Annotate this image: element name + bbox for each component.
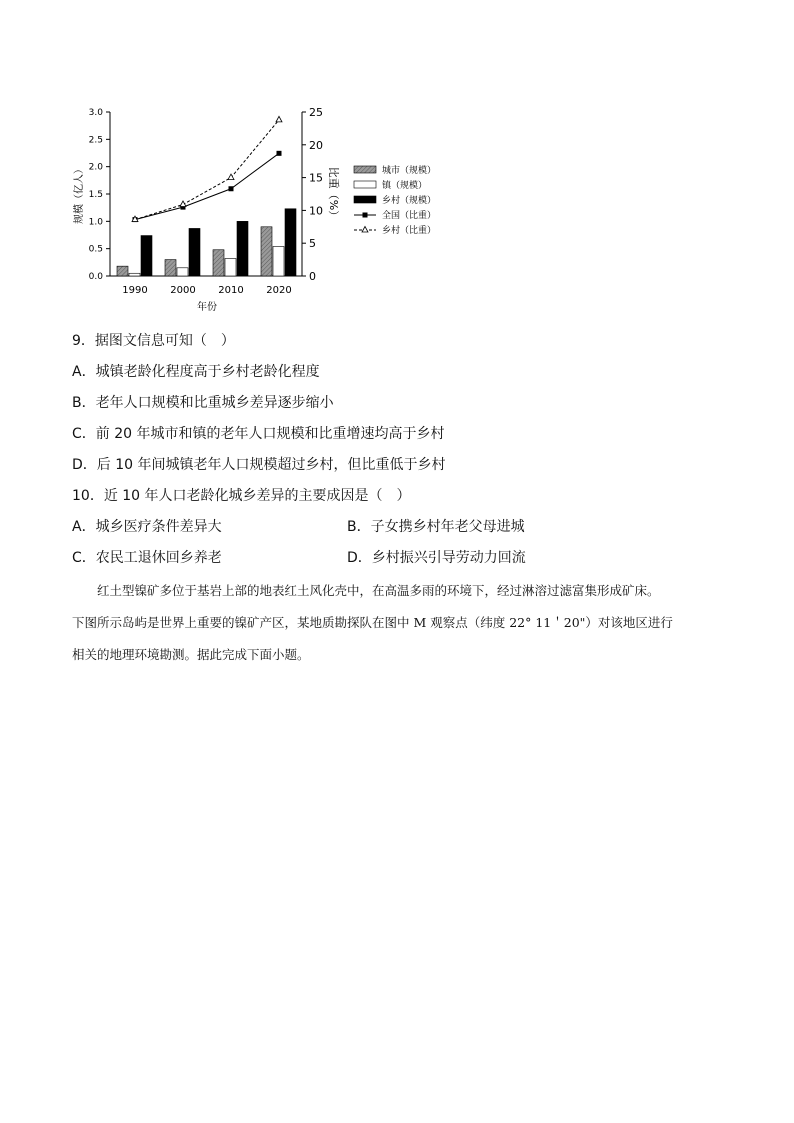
town-bar (273, 246, 284, 276)
passage-line-3: 相关的地理环境勘测。据此完成下面小题。 (72, 647, 310, 662)
q9-option-a[interactable]: A．城镇老龄化程度高于乡村老龄化程度 (72, 364, 320, 380)
q10-option-c[interactable]: C．农民工退休回乡养老 (72, 550, 222, 566)
left-tick-label: 1.5 (88, 190, 103, 200)
city-bar (261, 227, 272, 276)
aging-chart (70, 98, 450, 323)
q10-option-b[interactable]: B．子女携乡村年老父母进城 (347, 519, 525, 535)
left-tick-label: 0.5 (88, 244, 103, 255)
legend-label: 乡村（规模） (382, 196, 437, 206)
rural-share-point (276, 116, 282, 122)
passage (72, 575, 752, 671)
right-tick-label: 15 (309, 171, 323, 185)
q9-option-c[interactable]: C．前 20 年城市和镇的老年人口规模和比重增速均高于乡村 (72, 426, 445, 442)
passage-line-1: 红土型镍矿多位于基岩上部的地表红土风化壳中，在高温多雨的环境下，经过淋溶过滤富集形成矿床。 (97, 583, 660, 598)
legend-marker (363, 213, 368, 218)
left-tick-label: 0.0 (88, 272, 103, 282)
town-bar (177, 268, 188, 276)
question-10: 10．近 10 年人口老龄化城乡差异的主要成因是（ ） (72, 488, 411, 504)
right-tick-label: 5 (309, 237, 316, 251)
x-axis-title: 年份 (197, 302, 217, 313)
q9-option-d[interactable]: D．后 10 年间城镇老年人口规模超过乡村，但比重低于乡村 (72, 457, 446, 473)
national-share-point (277, 151, 282, 156)
rural-bar (189, 228, 200, 276)
x-tick-label: 2000 (170, 285, 196, 296)
national-share-point (229, 186, 234, 191)
city-bar (117, 266, 128, 276)
left-tick-label: 1.0 (88, 217, 103, 228)
city-bar (213, 250, 224, 276)
legend-swatch (354, 181, 376, 188)
q9-option-b[interactable]: B．老年人口规模和比重城乡差异逐步缩小 (72, 395, 334, 411)
legend-label: 全国（比重） (382, 211, 437, 221)
x-tick-label: 2010 (218, 285, 244, 296)
rural-bar (141, 236, 152, 276)
right-tick-label: 10 (309, 204, 323, 218)
city-bar (165, 260, 176, 276)
national-share-line (135, 153, 279, 219)
y-axis-right-title: 比重（%） (327, 166, 340, 222)
left-tick-label: 2.0 (88, 162, 103, 173)
q10-option-a[interactable]: A．城乡医疗条件差异大 (72, 519, 222, 535)
x-tick-label: 2020 (266, 285, 292, 296)
right-tick-label: 25 (309, 106, 323, 119)
y-axis-left-title: 规模（亿人） (74, 164, 85, 224)
rural-bar (237, 221, 248, 276)
q10-option-d[interactable]: D．乡村振兴引导劳动力回流 (347, 550, 526, 566)
legend-marker (362, 227, 368, 233)
question-9: 9．据图文信息可知（ ） (72, 333, 235, 349)
right-tick-label: 20 (309, 138, 323, 152)
rural-share-point (228, 174, 234, 180)
town-bar (129, 273, 140, 276)
left-tick-label: 3.0 (88, 108, 103, 118)
legend-label: 城市（规模） (382, 166, 437, 176)
rural-bar (285, 209, 296, 276)
legend-label: 镇（规模） (382, 181, 428, 191)
town-bar (225, 259, 236, 276)
legend-swatch (354, 196, 376, 203)
x-tick-label: 1990 (122, 285, 148, 296)
legend-swatch (354, 166, 376, 173)
passage-line-2: 下图所示岛屿是世界上重要的镍矿产区，某地质勘探队在图中 M 观察点（纬度 22° 11＇20"）对该地区进行 (72, 615, 673, 630)
right-tick-label: 0 (309, 270, 316, 283)
legend-label: 乡村（比重） (382, 226, 437, 236)
left-tick-label: 2.5 (88, 135, 103, 146)
